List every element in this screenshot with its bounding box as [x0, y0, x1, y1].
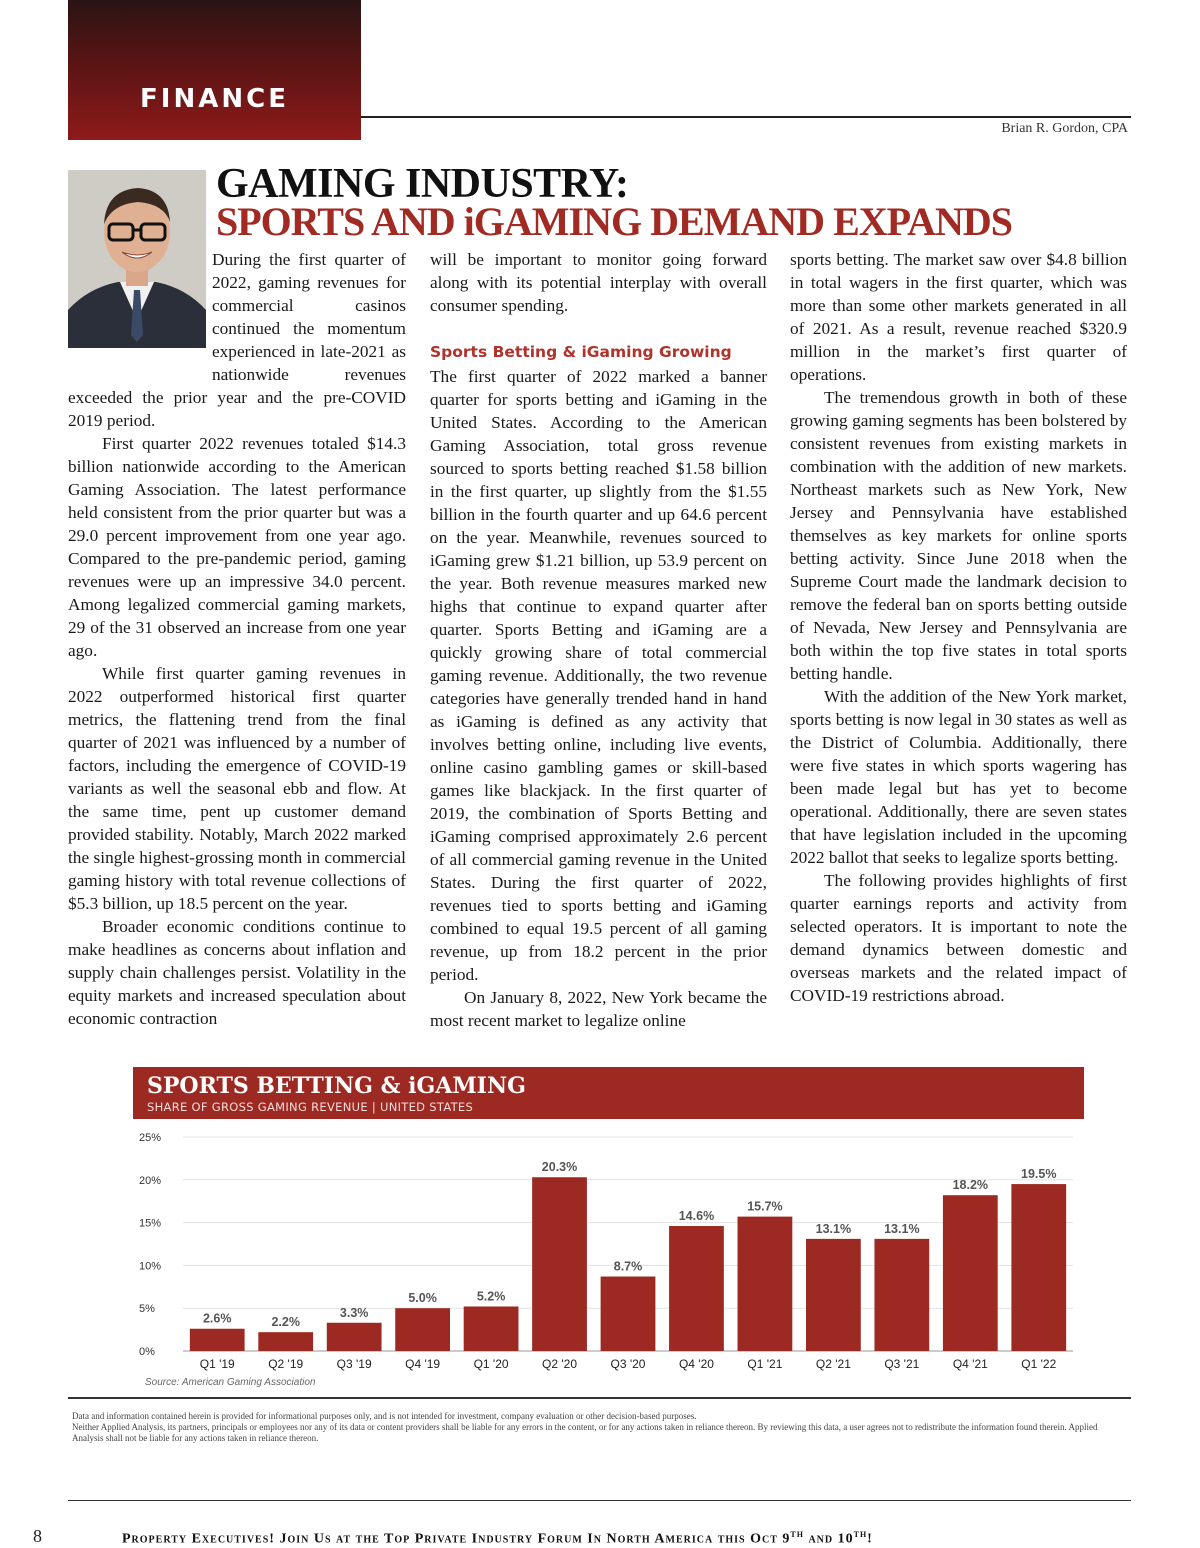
- footer-promo: [122, 1527, 873, 1548]
- bar: [464, 1306, 519, 1351]
- bar: [1011, 1184, 1066, 1351]
- y-tick-label: 15%: [139, 1217, 162, 1230]
- disclaimer-line: Neither Applied Analysis, its partners, principals or employees nor any of its data or content providers shall be liable for any errors in the content, or for any actions taken in reliance thereon. By reviewing this data, a user agrees not to redistribute the information found therein. Applied Analysis shall not be liable for any actions taken in reliance thereon.: [72, 1422, 1098, 1443]
- paragraph: will be important to monitor going forward along with its potential interplay with overall consumer spending.: [430, 250, 767, 315]
- data-label: 13.1%: [884, 1221, 920, 1236]
- bar: [395, 1308, 450, 1351]
- data-label: 5.0%: [408, 1291, 437, 1306]
- bar: [258, 1332, 313, 1351]
- x-tick-label: Q4 '20: [678, 1357, 714, 1371]
- data-label: 5.2%: [476, 1289, 506, 1304]
- header-rule: [361, 116, 1131, 118]
- x-tick-label: Q1 '20: [473, 1357, 509, 1371]
- chart-subtitle: SHARE OF GROSS GAMING REVENUE | UNITED STATES: [147, 1100, 474, 1114]
- paragraph: With the addition of the New York market, sports betting is now legal in 30 states as well as the District of Columbia. Additionally, there were five states in which sports wagering has been made legal but has yet to become operational. Additionally, there are seven states that have legislation included in the upcoming 2022 ballot that seeks to legalize sports betting.: [790, 687, 1127, 867]
- bar: [327, 1323, 382, 1351]
- paragraph: First quarter 2022 revenues totaled $14.3 billion nationwide according to the American Gaming Association. The latest performance held consistent from the prior quarter but was a 29.0 percent improvement from one year ago. Compared to the pre-pandemic period, gaming revenues were up an impressive 34.0 percent. Among legalized commercial gaming markets, 29 of the 31 observed an increase from one year ago.: [68, 434, 406, 660]
- section-label: FINANCE: [140, 84, 289, 114]
- footer-text: and 10: [803, 1531, 854, 1547]
- article-title-line2: SPORTS AND iGAMING DEMAND EXPANDS: [216, 199, 1013, 244]
- footer-sup: th: [853, 1527, 868, 1540]
- disclaimer: [72, 1411, 1130, 1444]
- paragraph: While first quarter gaming revenues in 2022 outperformed historical first quarter metrics, the flattening trend from the final quarter of 2021 was influenced by a number of factors, including the emergence of COVID-19 variants as well the seasonal ebb and flow. At the same time, pent up customer demand provided stability. Notably, March 2022 marked the single highest-grossing month in commercial gaming history with total revenue collections of $5.3 billion, up 18.5 percent on the year.: [68, 664, 406, 913]
- x-tick-label: Q2 '20: [542, 1357, 578, 1371]
- x-tick-label: Q3 '19: [336, 1357, 372, 1371]
- y-tick-label: 25%: [139, 1132, 162, 1144]
- data-label: 2.6%: [202, 1311, 232, 1326]
- bar: [806, 1239, 861, 1351]
- body-column-2: [430, 248, 767, 1032]
- data-label: 13.1%: [815, 1221, 852, 1236]
- footer-sup: th: [790, 1527, 804, 1540]
- body-column-1: [68, 248, 406, 1030]
- x-tick-label: Q4 '19: [405, 1357, 441, 1371]
- footer-text: Property Executives! Join Us at the Top Private Industry Forum In North America this Oct 9: [122, 1531, 791, 1547]
- data-label: 15.7%: [747, 1199, 783, 1214]
- bar: [738, 1217, 793, 1351]
- paragraph: sports betting. The market saw over $4.8 billion in total wagers in the first quarter, which was more than some other markets generated in all of 2021. As a result, revenue reached $320.9 million in the market’s first quarter of operations.: [790, 250, 1127, 384]
- section-subheading: Sports Betting & iGaming Growing: [430, 343, 732, 361]
- data-label: 19.5%: [1021, 1167, 1057, 1182]
- x-tick-label: Q3 '20: [610, 1357, 646, 1371]
- chart-source: Source: American Gaming Association: [145, 1377, 316, 1388]
- x-tick-label: Q1 '21: [747, 1357, 783, 1371]
- y-tick-label: 0%: [139, 1346, 155, 1358]
- chart-title: SPORTS BETTING & iGAMING: [147, 1073, 526, 1099]
- data-label: 2.2%: [271, 1315, 300, 1330]
- bar: [943, 1195, 998, 1351]
- data-label: 20.3%: [541, 1160, 578, 1175]
- article-title-line1: GAMING INDUSTRY:: [216, 161, 629, 207]
- disclaimer-rule: [68, 1397, 1131, 1399]
- bar: [874, 1239, 929, 1351]
- x-tick-label: Q2 '19: [268, 1357, 304, 1371]
- y-tick-label: 5%: [139, 1303, 155, 1316]
- data-label: 8.7%: [613, 1259, 643, 1274]
- paragraph: On January 8, 2022, New York became the most recent market to legalize online: [430, 988, 767, 1030]
- footer-rule: [68, 1500, 1131, 1501]
- data-label: 18.2%: [952, 1178, 989, 1193]
- x-tick-label: Q1 '22: [1021, 1357, 1057, 1371]
- footer-text: !: [867, 1531, 873, 1547]
- x-tick-label: Q3 '21: [884, 1357, 920, 1371]
- section-banner: [68, 0, 361, 140]
- bar-chart: [133, 1125, 1084, 1375]
- data-label: 3.3%: [339, 1305, 369, 1320]
- bar: [669, 1226, 724, 1351]
- y-tick-label: 10%: [139, 1260, 162, 1273]
- chart-header: [133, 1067, 1084, 1119]
- page-number: 8: [33, 1526, 42, 1546]
- author-byline: Brian R. Gordon, CPA: [1001, 121, 1128, 136]
- body-column-3: [790, 248, 1127, 1007]
- y-tick-label: 20%: [139, 1174, 162, 1187]
- x-tick-label: Q2 '21: [815, 1357, 851, 1371]
- photo-wrap-spacer: [68, 248, 212, 386]
- bar: [532, 1177, 587, 1351]
- bar: [601, 1277, 656, 1351]
- paragraph: The following provides highlights of first quarter earnings reports and activity from selected operators. It is important to note the demand dynamics between domestic and overseas markets and the related impact of COVID-19 restrictions abroad.: [790, 871, 1127, 1005]
- x-tick-label: Q4 '21: [952, 1357, 988, 1371]
- paragraph: The first quarter of 2022 marked a banner quarter for sports betting and iGaming in the United States. According to the American Gaming Association, total gross revenue sourced to sports betting reached $1.58 billion in the first quarter, up slightly from the $1.55 billion in the fourth quarter and up 64.6 percent on the year. Meanwhile, revenues sourced to iGaming grew $1.21 billion, up 53.9 percent on the year. Both revenue measures marked new highs that continue to expand quarter after quarter. Sports Betting and iGaming are a quickly growing share of total commercial gaming revenue. Additionally, the two revenue categories have generally trended hand in hand as iGaming is defined as any activity that involves betting online, including live events, online casino gambling games or skill-based games like blackjack. In the first quarter of 2019, the combination of Sports Betting and iGaming comprised approximately 2.6 percent of all commercial gaming revenue in the United States. During the first quarter of 2022, revenues tied to sports betting and iGaming combined to equal 19.5 percent of all gaming revenue, up from 18.2 percent in the prior period.: [430, 367, 767, 984]
- bar: [190, 1329, 245, 1351]
- data-label: 14.6%: [678, 1209, 715, 1224]
- paragraph: The tremendous growth in both of these growing gaming segments has been bolstered by consistent revenues from existing markets in combination with the addition of new markets. Northeast markets such as New York, New Jersey and Pennsylvania have established themselves as key markets for online sports betting activity. Since June 2018 when the Supreme Court made the landmark decision to remove the federal ban on sports betting outside of Nevada, New Jersey and Pennsylvania are both within the top five states in total sports betting handle.: [790, 388, 1127, 683]
- paragraph: Broader economic conditions continue to make headlines as concerns about inflation and supply chain challenges persist. Volatility in the equity markets and increased speculation about economic contraction: [68, 917, 406, 1028]
- disclaimer-line: Data and information contained herein is provided for informational purposes only, and is not intended for investment, company evaluation or other decision-based purposes.: [72, 1411, 697, 1421]
- x-tick-label: Q1 '19: [199, 1357, 235, 1371]
- paragraph: During the first quarter of 2022, gaming revenues for commercial casinos continued the momentum experienced in late-2021 as nationwide revenues exceeded the prior year and the pre-COVID 2019 period.: [68, 250, 406, 430]
